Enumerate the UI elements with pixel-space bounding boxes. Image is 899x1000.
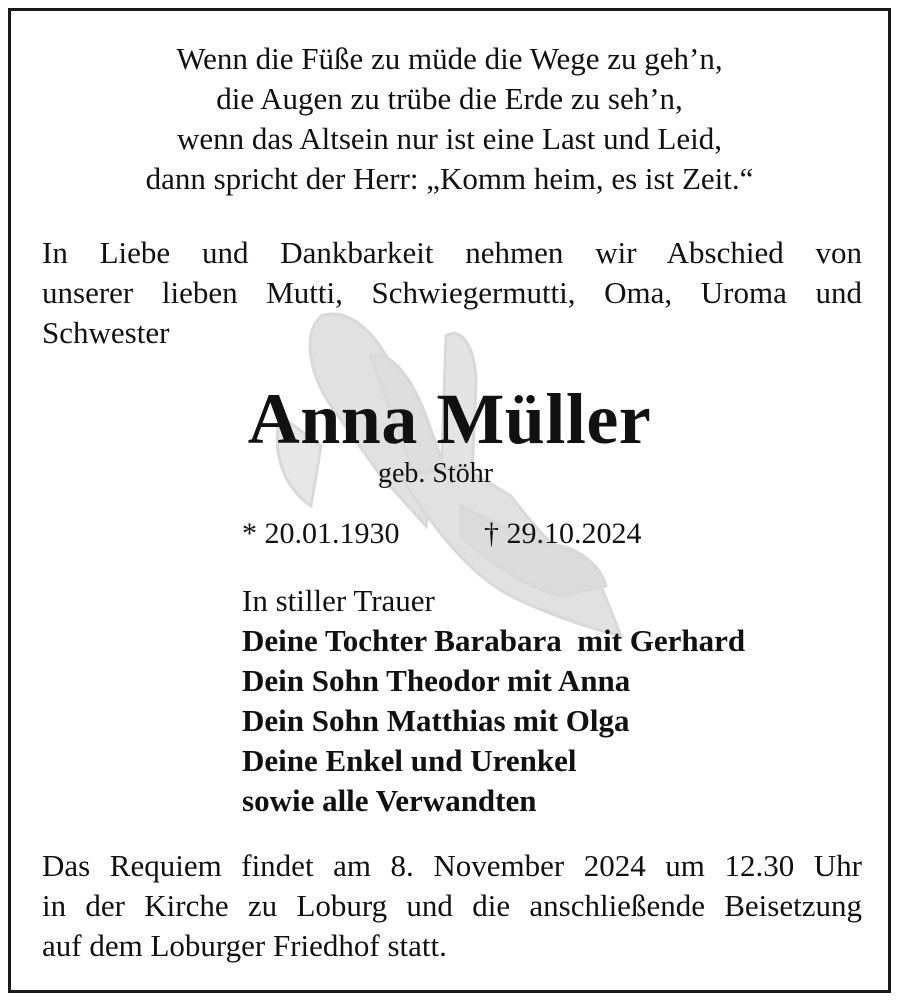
intro-line: In Liebe und Dankbarkeit nehmen wir Abschied von bbox=[42, 235, 862, 270]
intro-line: Schwester bbox=[42, 315, 170, 350]
requiem-line: in der Kirche zu Loburg und die anschließende Beisetzung bbox=[42, 888, 862, 923]
intro-paragraph bbox=[42, 233, 862, 353]
obituary-notice bbox=[8, 8, 891, 993]
requiem-paragraph bbox=[42, 846, 862, 966]
death-date: † 29.10.2024 bbox=[484, 517, 642, 550]
maiden-name: geb. Stöhr bbox=[378, 458, 494, 489]
mourners-intro: In stiller Trauer bbox=[242, 583, 435, 618]
poem-line: Wenn die Füße zu müde die Wege zu geh’n, bbox=[176, 41, 723, 76]
deceased-name: Anna Müller bbox=[247, 379, 652, 459]
poem-line: wenn das Altsein nur ist eine Last und Leid, bbox=[177, 121, 722, 156]
mourner-entry: Dein Sohn Matthias mit Olga bbox=[242, 703, 630, 738]
requiem-line: Das Requiem findet am 8. November 2024 um 12.30 Uhr bbox=[42, 848, 862, 883]
mourners-list bbox=[242, 581, 745, 821]
intro-line: unserer lieben Mutti, Schwiegermutti, Oma, Uroma und bbox=[42, 275, 862, 310]
poem bbox=[11, 39, 888, 199]
mourner-entry: Dein Sohn Theodor mit Anna bbox=[242, 663, 631, 698]
poem-line: die Augen zu trübe die Erde zu seh’n, bbox=[216, 81, 683, 116]
requiem-line: auf dem Loburger Friedhof statt. bbox=[42, 928, 447, 963]
birth-date: * 20.01.1930 bbox=[242, 517, 400, 550]
mourner-entry: sowie alle Verwandten bbox=[242, 783, 537, 818]
mourner-entry: Deine Tochter Barabara mit Gerhard bbox=[242, 623, 746, 658]
mourner-entry: Deine Enkel und Urenkel bbox=[242, 743, 577, 778]
poem-line: dann spricht der Herr: „Komm heim, es ist Zeit.“ bbox=[145, 161, 754, 196]
